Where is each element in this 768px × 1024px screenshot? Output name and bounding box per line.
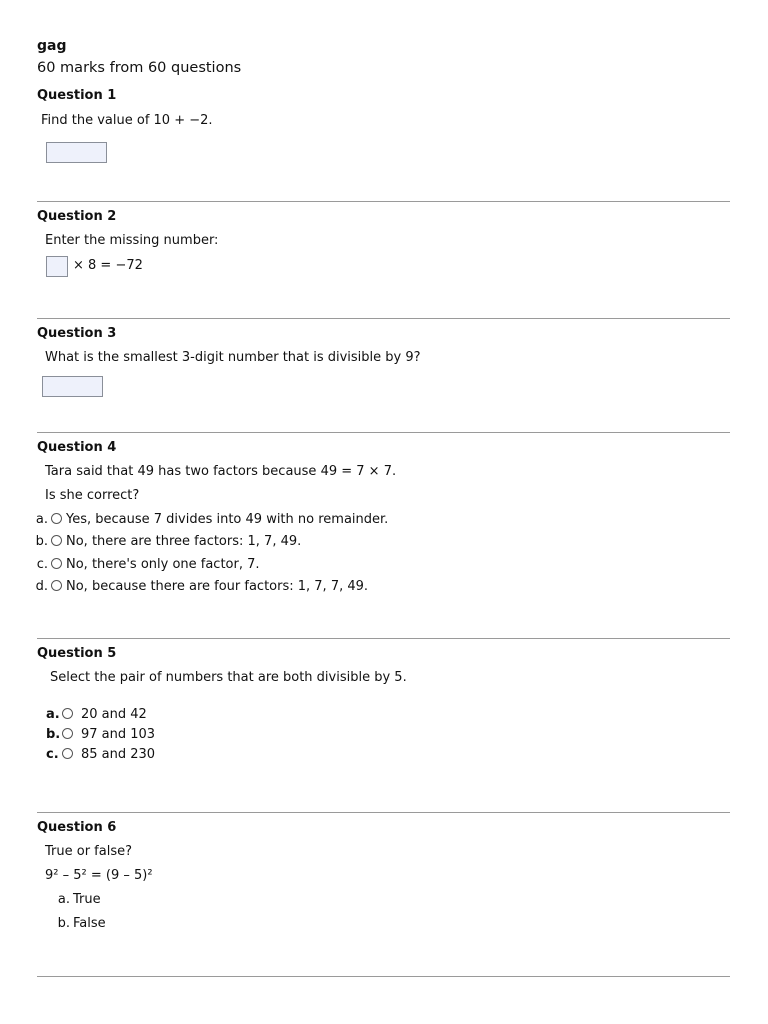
radio-button[interactable] <box>62 728 73 739</box>
radio-button[interactable] <box>62 708 73 719</box>
question-5-option-c[interactable] <box>46 747 155 762</box>
option-letter: b. <box>35 534 48 549</box>
option-label: Yes, because 7 divides into 49 with no remainder. <box>66 512 389 527</box>
option-label: No, because there are four factors: 1, 7, 7, 49. <box>66 579 369 594</box>
question-1-text: Find the value of 10 + −2. <box>41 113 213 128</box>
option-letter: b. <box>46 727 61 742</box>
divider <box>37 201 730 202</box>
question-6-option-b[interactable] <box>45 916 106 931</box>
radio-button[interactable] <box>62 748 73 759</box>
option-letter: b. <box>57 916 70 931</box>
question-2-equation: × 8 = −72 <box>73 258 143 273</box>
question-6-equation: 9² – 5² = (9 – 5)² <box>45 868 153 883</box>
question-4-option-c[interactable] <box>32 557 260 572</box>
divider <box>37 812 730 813</box>
question-5-text: Select the pair of numbers that are both divisible by 5. <box>50 670 407 685</box>
question-4-option-d[interactable] <box>32 579 368 594</box>
option-label: 97 and 103 <box>81 727 156 742</box>
question-2-text: Enter the missing number: <box>45 233 219 248</box>
option-letter: d. <box>35 579 48 594</box>
quiz-subtitle: 60 marks from 60 questions <box>37 60 242 76</box>
option-letter: c. <box>46 747 59 762</box>
question-5-option-a[interactable] <box>46 707 147 722</box>
option-letter: a. <box>57 892 70 907</box>
divider <box>37 976 730 977</box>
radio-button[interactable] <box>51 535 62 546</box>
question-6-text: True or false? <box>45 844 133 859</box>
option-label: True <box>73 892 101 907</box>
question-5-option-b[interactable] <box>46 727 155 742</box>
divider <box>37 432 730 433</box>
option-letter: a. <box>35 512 48 527</box>
divider <box>37 638 730 639</box>
radio-button[interactable] <box>51 580 62 591</box>
divider <box>37 318 730 319</box>
question-6-heading: Question 6 <box>37 820 117 835</box>
question-3-text: What is the smallest 3-digit number that is divisible by 9? <box>45 350 421 365</box>
question-6-option-a[interactable] <box>45 892 101 907</box>
option-label: 85 and 230 <box>81 747 156 762</box>
quiz-title: gag <box>37 38 67 54</box>
question-2-heading: Question 2 <box>37 209 117 224</box>
question-4-option-a[interactable] <box>32 512 388 527</box>
option-label: 20 and 42 <box>81 707 147 722</box>
option-letter: c. <box>36 557 48 572</box>
question-4-prompt: Is she correct? <box>45 488 140 503</box>
radio-button[interactable] <box>51 513 62 524</box>
option-label: False <box>73 916 106 931</box>
question-3-heading: Question 3 <box>37 326 117 341</box>
option-label: No, there's only one factor, 7. <box>66 557 260 572</box>
question-5-heading: Question 5 <box>37 646 117 661</box>
question-3-answer-input[interactable] <box>42 376 103 397</box>
question-2-answer-input[interactable] <box>46 256 68 277</box>
question-4-heading: Question 4 <box>37 440 117 455</box>
radio-button[interactable] <box>51 558 62 569</box>
question-1-answer-input[interactable] <box>46 142 107 163</box>
question-4-option-b[interactable] <box>32 534 301 549</box>
question-4-text: Tara said that 49 has two factors because 49 = 7 × 7. <box>45 464 397 479</box>
option-letter: a. <box>46 707 60 722</box>
option-label: No, there are three factors: 1, 7, 49. <box>66 534 302 549</box>
question-1-heading: Question 1 <box>37 88 117 103</box>
